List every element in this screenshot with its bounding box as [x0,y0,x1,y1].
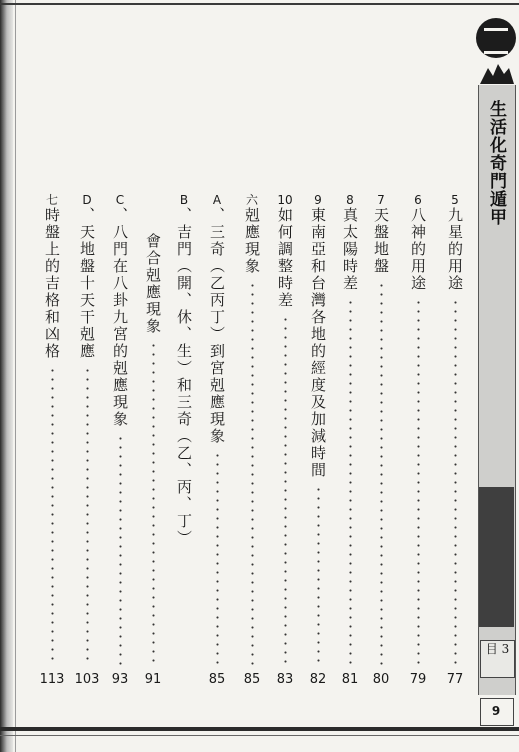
toc-page: 79 [409,672,427,687]
toc-title: 會合剋應現象 [144,233,162,335]
leader-dots [349,298,352,666]
publisher-logo-icon [476,18,516,58]
toc-number: 7 [377,193,385,207]
toc-entry-continued [141,193,165,688]
leader-dots [284,315,287,666]
page-number: 9 [491,704,501,718]
toc-page: 103 [74,672,100,687]
book-title: 生活化奇門遁甲 [486,100,506,226]
toc-entry [443,193,467,688]
toc-page: 80 [372,672,390,687]
leader-dots [51,366,54,666]
toc-page: 85 [208,672,226,687]
scan-gutter [0,0,13,752]
leader-dots [152,341,155,666]
top-rule [0,3,519,5]
toc-page: 77 [446,672,464,687]
leader-dots [380,281,383,666]
toc-title: 九星的用途 [446,207,464,292]
toc-title: 、吉門（開、休、生）和三奇（乙、丙、丁） [175,207,193,547]
toc-number: 六 [245,193,258,207]
toc-number: B [179,193,189,207]
toc-page: 85 [243,672,261,687]
toc-title: 時盤上的吉格和凶格 [43,207,61,360]
toc-title: 真太陽時差 [341,207,359,292]
toc-entry [369,193,393,688]
toc-title: 、三奇（乙丙丁）到宮剋應現象 [208,207,226,445]
toc-number: C [115,193,125,207]
toc-title: 剋應現象 [243,207,261,275]
gutter-rule [15,0,16,752]
toc-entry [108,193,132,688]
bottom-rule-thin [0,735,519,736]
toc-entry [338,193,362,688]
leader-dots [119,434,122,666]
toc-section [240,193,264,688]
sidebar-dark-block [479,487,514,627]
toc-page: 91 [144,672,162,687]
toc-number: 七 [45,193,58,207]
toc-title: 如何調整時差 [276,207,294,309]
toc-title: 、八門在八卦九宮的剋應現象 [111,207,129,428]
toc-number: 10 [277,193,293,207]
toc-number: D [82,193,92,207]
toc-title: 東南亞和台灣各地的經度及加減時間 [309,207,327,479]
toc-page: 82 [309,672,327,687]
toc-entry [406,193,430,688]
toc-entry [306,193,330,688]
leader-dots [251,281,254,666]
toc-page: 93 [111,672,129,687]
toc-number: 8 [346,193,354,207]
toc-title: 、天地盤十天干剋應 [78,207,96,360]
toc-page: 83 [276,672,294,687]
toc-page: 81 [341,672,359,687]
toc-section [40,193,64,688]
toc-page: 113 [39,672,65,687]
toc-number: A [212,193,222,207]
leader-dots [454,298,457,666]
leader-dots [417,298,420,666]
contents-tab: 目 3 [480,640,515,678]
leader-dots [317,485,320,666]
bottom-rule [0,727,519,731]
toc-entry [273,193,297,688]
toc-number: 5 [451,193,459,207]
toc-number: 9 [314,193,322,207]
leader-dots [216,451,219,666]
mountain-icon [480,62,514,84]
leader-dots [86,366,89,666]
toc-entry [205,193,229,688]
toc-title: 天盤地盤 [372,207,390,275]
toc-number: 6 [414,193,422,207]
toc-entry [172,193,196,688]
toc-entry [75,193,99,688]
toc-title: 八神的用途 [409,207,427,292]
